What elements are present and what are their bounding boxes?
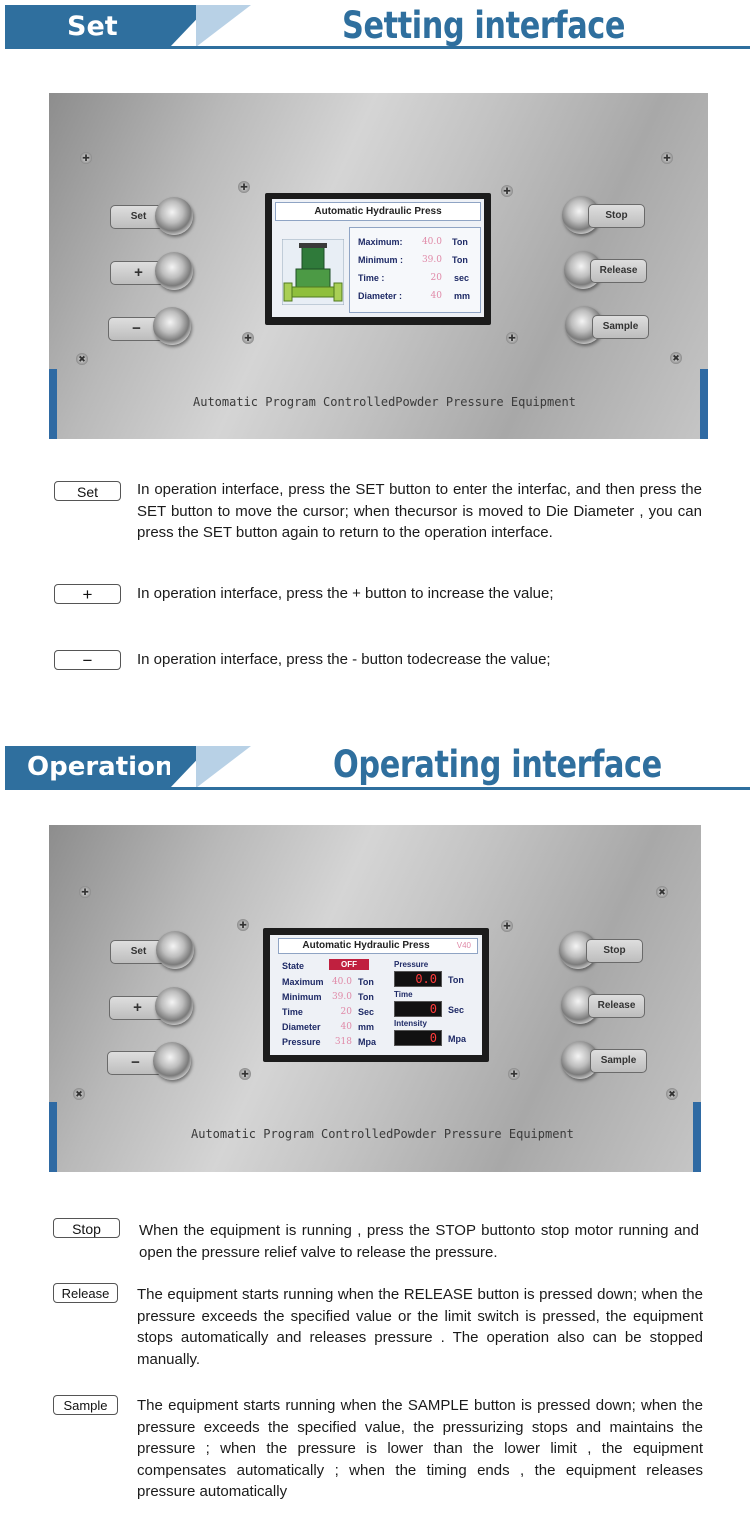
panel-label-minus: −	[107, 1051, 164, 1075]
setting-panel-photo	[49, 93, 708, 439]
operation-section-title: Operating interface	[333, 743, 662, 786]
key-release: Release	[53, 1283, 118, 1303]
row-unit: Ton	[452, 237, 468, 247]
plus-button[interactable]	[155, 252, 193, 290]
panel-label-release: Release	[590, 259, 647, 283]
operation-header-line	[5, 787, 750, 790]
row-value: 39.0	[331, 992, 352, 1002]
minus-button[interactable]	[153, 1042, 191, 1080]
panel-blue-edge-right	[693, 1102, 701, 1172]
set-tab-slant-light	[196, 5, 251, 47]
plus-description: In operation interface, press the + button to increase the value;	[137, 585, 554, 602]
panel-label-minus: −	[108, 317, 165, 341]
readout-unit: Ton	[448, 975, 464, 985]
state-label: State	[282, 961, 305, 971]
set-tab	[5, 5, 170, 47]
screw-icon: ✚	[237, 919, 249, 931]
row-label: Maximum	[282, 977, 324, 987]
screw-icon: ✚	[239, 1068, 251, 1080]
set-button[interactable]	[155, 197, 193, 235]
panel-label-stop: Stop	[588, 204, 645, 228]
screw-icon: ✖	[666, 1088, 678, 1100]
key-minus: −	[54, 650, 121, 670]
row-unit: Sec	[358, 1007, 375, 1017]
readout-unit: Mpa	[448, 1034, 466, 1044]
row-unit: mm	[358, 1022, 375, 1032]
panel-engraving: Automatic Program ControlledPowder Pressure Equipment	[191, 1127, 574, 1141]
state-badge: OFF	[329, 959, 369, 970]
screen-title-text: Automatic Hydraulic Press	[302, 940, 430, 951]
panel-label-plus: +	[110, 261, 167, 285]
row-value: 20	[430, 273, 442, 283]
row-value: 40	[430, 291, 442, 301]
operation-tab-label: Operation	[27, 752, 174, 782]
screw-icon: ✚	[506, 332, 518, 344]
set-tab-label: Set	[67, 11, 118, 42]
row-unit: mm	[454, 291, 471, 301]
setting-screen	[272, 199, 484, 317]
row-unit: Mpa	[358, 1037, 376, 1047]
row-value: 318	[334, 1037, 352, 1047]
screen-title: Automatic Hydraulic Press	[275, 202, 481, 221]
row-unit: Ton	[452, 255, 468, 265]
panel-label-sample: Sample	[592, 315, 649, 339]
intensity-readout: 0	[394, 1030, 442, 1046]
readout-label: Pressure	[394, 960, 429, 969]
panel-label-plus: +	[109, 996, 166, 1020]
panel-engraving: Automatic Program ControlledPowder Pressure Equipment	[193, 395, 576, 409]
operating-panel-photo	[49, 825, 701, 1172]
row-unit: sec	[454, 273, 470, 283]
panel-blue-edge-left	[49, 369, 57, 439]
row-label: Diameter :	[358, 291, 403, 301]
row-value: 40	[340, 1022, 352, 1032]
row-label: Minimum :	[358, 255, 403, 265]
row-unit: Ton	[358, 977, 374, 987]
key-sample: Sample	[53, 1395, 118, 1415]
row-unit: Ton	[358, 992, 374, 1002]
screw-icon: ✚	[661, 152, 673, 164]
minus-button[interactable]	[153, 307, 191, 345]
row-label: Time :	[358, 273, 385, 283]
screw-icon: ✚	[242, 332, 254, 344]
panel-label-release: Release	[588, 994, 645, 1018]
stop-description: When the equipment is running , press the STOP buttonto stop motor running and open the pressure relief valve to release the pressure.	[139, 1222, 699, 1261]
screw-icon: ✖	[670, 352, 682, 364]
screw-icon: ✚	[501, 185, 513, 197]
screw-icon: ✖	[656, 886, 668, 898]
hydraulic-valve-icon	[282, 239, 344, 305]
panel-label-sample: Sample	[590, 1049, 647, 1073]
row-label: Maximum:	[358, 237, 403, 247]
pressure-readout: 0.0	[394, 971, 442, 987]
panel-label-set: Set	[110, 940, 167, 964]
readout-label: Time	[394, 990, 413, 999]
row-value: 40.0	[421, 237, 442, 247]
row-value: 20	[340, 1007, 352, 1017]
key-set: Set	[54, 481, 121, 501]
operating-screen	[270, 935, 482, 1055]
row-value: 39.0	[421, 255, 442, 265]
operation-tab	[5, 746, 174, 788]
set-button[interactable]	[156, 931, 194, 969]
screw-icon: ✖	[76, 353, 88, 365]
plus-button[interactable]	[155, 987, 193, 1025]
time-readout: 0	[394, 1001, 442, 1017]
release-description: The equipment starts running when the RELEASE button is pressed down; when the pressure exceeds the specified value or the limit switch is pressed, the equipment stops automatically and releases pressure . The operation also can be stopped manually.	[137, 1286, 703, 1368]
operation-tab-slant-light	[196, 746, 251, 788]
row-label: Time	[282, 1007, 303, 1017]
panel-label-set: Set	[110, 205, 167, 229]
panel-blue-edge-left	[49, 1102, 57, 1172]
readout-unit: Sec	[448, 1005, 465, 1015]
row-label: Pressure	[282, 1037, 321, 1047]
set-description: In operation interface, press the SET button to enter the interfac, and then press the SET button to move the cursor; when thecursor is moved to Die Diameter , you can press the SET button again to return to the operation interface.	[137, 481, 702, 541]
sample-description: The equipment starts running when the SAMPLE button is pressed down; when the pressure exceeds the specified value, the pressurizing stops and maintains the pressure ; when the pressure is lower than the lower limit , the equipment compensates automatically ; when the timing ends , the equipment releases pressure automatically	[137, 1397, 703, 1500]
row-value: 40.0	[331, 977, 352, 987]
readout-label: Intensity	[394, 1019, 427, 1028]
minus-description: In operation interface, press the - button todecrease the value;	[137, 651, 551, 668]
set-section-title: Setting interface	[342, 4, 626, 47]
row-label: Diameter	[282, 1022, 321, 1032]
key-plus: +	[54, 584, 121, 604]
screw-icon: ✚	[238, 181, 250, 193]
panel-label-stop: Stop	[586, 939, 643, 963]
screen-version: V40	[456, 941, 471, 950]
key-stop: Stop	[53, 1218, 120, 1238]
screen-title	[278, 938, 478, 954]
screw-icon: ✚	[80, 152, 92, 164]
screw-icon: ✚	[79, 886, 91, 898]
screw-icon: ✚	[508, 1068, 520, 1080]
screw-icon: ✖	[73, 1088, 85, 1100]
screw-icon: ✚	[501, 920, 513, 932]
row-label: Minimum	[282, 992, 322, 1002]
panel-blue-edge-right	[700, 369, 708, 439]
